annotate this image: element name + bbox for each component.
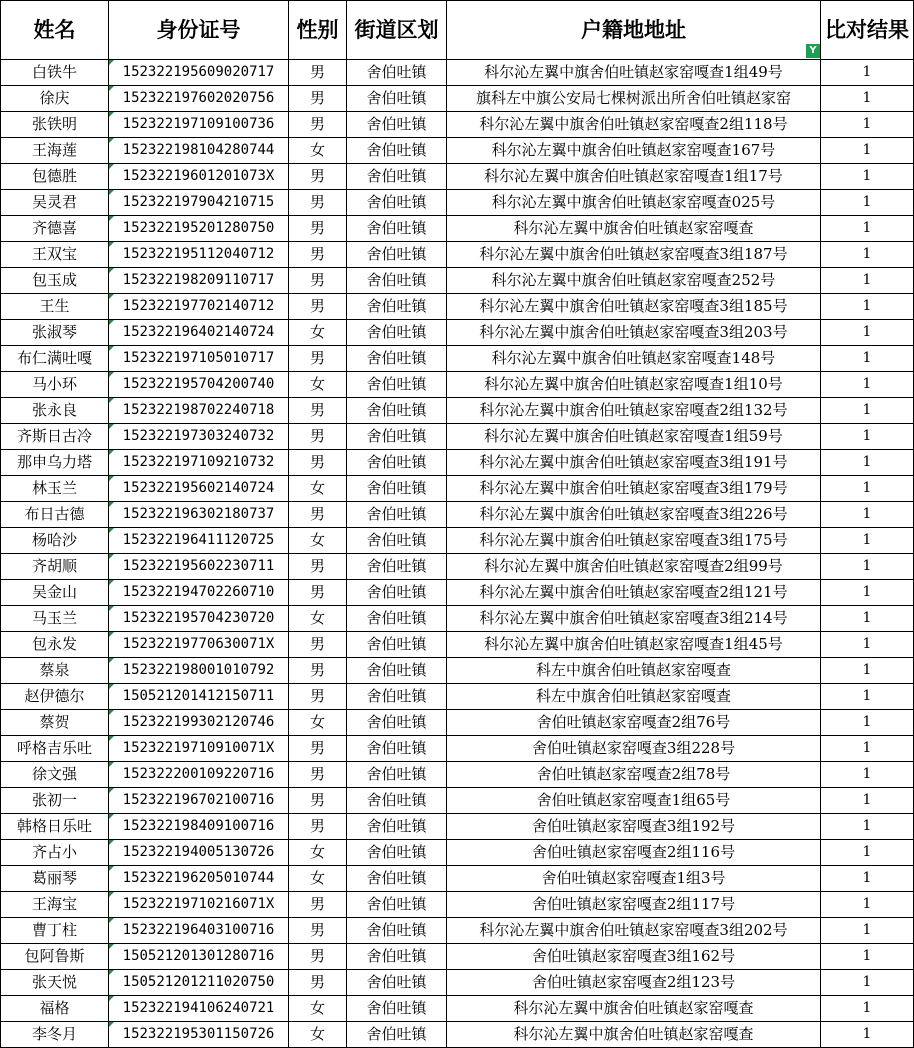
cell-address[interactable]: 科尔沁左翼中旗舍伯吐镇赵家窑嘎查2组118号 bbox=[447, 112, 821, 138]
cell-gender[interactable]: 男 bbox=[289, 112, 347, 138]
cell-district[interactable]: 舍伯吐镇 bbox=[347, 112, 447, 138]
cell-name[interactable]: 齐斯日古冷 bbox=[1, 424, 109, 450]
cell-result[interactable]: 1 bbox=[821, 554, 914, 580]
cell-id[interactable]: 152322196205010744 bbox=[109, 866, 289, 892]
cell-address[interactable]: 舍伯吐镇赵家窑嘎查2组117号 bbox=[447, 892, 821, 918]
table-row bbox=[1, 554, 914, 580]
header-district[interactable]: 街道区划 bbox=[347, 1, 447, 60]
cell-district[interactable]: 舍伯吐镇 bbox=[347, 86, 447, 112]
cell-name[interactable]: 葛丽琴 bbox=[1, 866, 109, 892]
table-row bbox=[1, 216, 914, 242]
cell-address[interactable]: 科尔沁左翼中旗舍伯吐镇赵家窑嘎查3组202号 bbox=[447, 918, 821, 944]
cell-id[interactable]: 152322197303240732 bbox=[109, 424, 289, 450]
cell-address[interactable]: 舍伯吐镇赵家窑嘎查1组65号 bbox=[447, 788, 821, 814]
cell-result[interactable]: 1 bbox=[821, 216, 914, 242]
cell-result[interactable]: 1 bbox=[821, 294, 914, 320]
cell-gender[interactable]: 男 bbox=[289, 190, 347, 216]
cell-name[interactable]: 李冬月 bbox=[1, 1022, 109, 1048]
cell-address[interactable]: 科尔沁左翼中旗舍伯吐镇赵家窑嘎查1组59号 bbox=[447, 424, 821, 450]
cell-result[interactable]: 1 bbox=[821, 918, 914, 944]
cell-result[interactable]: 1 bbox=[821, 372, 914, 398]
table-row bbox=[1, 398, 914, 424]
cell-id[interactable]: 152322195112040712 bbox=[109, 242, 289, 268]
cell-name[interactable]: 王海宝 bbox=[1, 892, 109, 918]
cell-address[interactable]: 旗科左中旗公安局七棵树派出所舍伯吐镇赵家窑 bbox=[447, 86, 821, 112]
cell-name[interactable]: 韩格日乐吐 bbox=[1, 814, 109, 840]
cell-id[interactable]: 152322197109100736 bbox=[109, 112, 289, 138]
cell-name[interactable]: 曹丁柱 bbox=[1, 918, 109, 944]
table-row bbox=[1, 346, 914, 372]
table-row bbox=[1, 996, 914, 1022]
cell-gender[interactable]: 女 bbox=[289, 528, 347, 554]
cell-name[interactable]: 吴金山 bbox=[1, 580, 109, 606]
cell-district[interactable]: 舍伯吐镇 bbox=[347, 268, 447, 294]
table-row bbox=[1, 294, 914, 320]
cell-result[interactable]: 1 bbox=[821, 138, 914, 164]
cell-district[interactable]: 舍伯吐镇 bbox=[347, 944, 447, 970]
cell-id[interactable]: 152322195704230720 bbox=[109, 606, 289, 632]
cell-id[interactable]: 152322198702240718 bbox=[109, 398, 289, 424]
cell-name[interactable]: 张天悦 bbox=[1, 970, 109, 996]
cell-name[interactable]: 林玉兰 bbox=[1, 476, 109, 502]
cell-result[interactable]: 1 bbox=[821, 164, 914, 190]
cell-id[interactable]: 150521201412150711 bbox=[109, 684, 289, 710]
cell-gender[interactable]: 男 bbox=[289, 268, 347, 294]
cell-gender[interactable]: 男 bbox=[289, 346, 347, 372]
table-row bbox=[1, 918, 914, 944]
table-row bbox=[1, 866, 914, 892]
cell-id[interactable]: 152322198001010792 bbox=[109, 658, 289, 684]
cell-district[interactable]: 舍伯吐镇 bbox=[347, 554, 447, 580]
cell-result[interactable]: 1 bbox=[821, 762, 914, 788]
cell-id[interactable]: 152322195602230711 bbox=[109, 554, 289, 580]
cell-gender[interactable]: 女 bbox=[289, 476, 347, 502]
table-row bbox=[1, 164, 914, 190]
cell-result[interactable]: 1 bbox=[821, 840, 914, 866]
cell-gender[interactable]: 女 bbox=[289, 710, 347, 736]
cell-name[interactable]: 王生 bbox=[1, 294, 109, 320]
cell-result[interactable]: 1 bbox=[821, 970, 914, 996]
table-row bbox=[1, 450, 914, 476]
cell-name[interactable]: 吴灵君 bbox=[1, 190, 109, 216]
cell-address[interactable]: 科尔沁左翼中旗舍伯吐镇赵家窑嘎查1组10号 bbox=[447, 372, 821, 398]
cell-gender[interactable]: 男 bbox=[289, 632, 347, 658]
cell-address[interactable]: 科尔沁左翼中旗舍伯吐镇赵家窑嘎查3组179号 bbox=[447, 476, 821, 502]
cell-district[interactable]: 舍伯吐镇 bbox=[347, 918, 447, 944]
cell-district[interactable]: 舍伯吐镇 bbox=[347, 424, 447, 450]
cell-address[interactable]: 科尔沁左翼中旗舍伯吐镇赵家窑嘎查3组214号 bbox=[447, 606, 821, 632]
table-row bbox=[1, 424, 914, 450]
cell-id[interactable]: 152322200109220716 bbox=[109, 762, 289, 788]
cell-address[interactable]: 科尔沁左翼中旗舍伯吐镇赵家窑嘎查025号 bbox=[447, 190, 821, 216]
cell-gender[interactable]: 男 bbox=[289, 60, 347, 86]
table-row bbox=[1, 814, 914, 840]
cell-address[interactable]: 科尔沁左翼中旗舍伯吐镇赵家窑嘎查3组203号 bbox=[447, 320, 821, 346]
cell-district[interactable]: 舍伯吐镇 bbox=[347, 294, 447, 320]
cell-gender[interactable]: 男 bbox=[289, 424, 347, 450]
cell-address[interactable]: 科尔沁左翼中旗舍伯吐镇赵家窑嘎查167号 bbox=[447, 138, 821, 164]
header-row bbox=[1, 1, 914, 60]
cell-result[interactable]: 1 bbox=[821, 580, 914, 606]
header-name[interactable]: 姓名 bbox=[1, 1, 109, 60]
table-row bbox=[1, 476, 914, 502]
cell-result[interactable]: 1 bbox=[821, 502, 914, 528]
cell-result[interactable]: 1 bbox=[821, 892, 914, 918]
cell-result[interactable]: 1 bbox=[821, 450, 914, 476]
cell-district[interactable]: 舍伯吐镇 bbox=[347, 814, 447, 840]
cell-id[interactable]: 152322195704200740 bbox=[109, 372, 289, 398]
table-row bbox=[1, 190, 914, 216]
cell-name[interactable]: 齐德喜 bbox=[1, 216, 109, 242]
table-body bbox=[1, 60, 914, 1048]
cell-name[interactable]: 白铁牛 bbox=[1, 60, 109, 86]
cell-id[interactable]: 152322197105010717 bbox=[109, 346, 289, 372]
cell-gender[interactable]: 男 bbox=[289, 450, 347, 476]
cell-district[interactable]: 舍伯吐镇 bbox=[347, 684, 447, 710]
cell-result[interactable]: 1 bbox=[821, 606, 914, 632]
cell-district[interactable]: 舍伯吐镇 bbox=[347, 164, 447, 190]
cell-id[interactable]: 15232219601201073X bbox=[109, 164, 289, 190]
table-row bbox=[1, 502, 914, 528]
cell-address[interactable]: 舍伯吐镇赵家窑嘎查3组192号 bbox=[447, 814, 821, 840]
cell-gender[interactable]: 女 bbox=[289, 138, 347, 164]
cell-district[interactable]: 舍伯吐镇 bbox=[347, 528, 447, 554]
cell-address[interactable]: 科尔沁左翼中旗舍伯吐镇赵家窑嘎查2组132号 bbox=[447, 398, 821, 424]
cell-id[interactable]: 150521201301280716 bbox=[109, 944, 289, 970]
cell-name[interactable]: 布仁满吐嘎 bbox=[1, 346, 109, 372]
cell-id[interactable]: 152322196411120725 bbox=[109, 528, 289, 554]
cell-district[interactable]: 舍伯吐镇 bbox=[347, 996, 447, 1022]
cell-address[interactable]: 科尔沁左翼中旗舍伯吐镇赵家窑嘎查 bbox=[447, 1022, 821, 1048]
cell-id[interactable]: 152322198409100716 bbox=[109, 814, 289, 840]
cell-id[interactable]: 15232219770630071X bbox=[109, 632, 289, 658]
table-row bbox=[1, 372, 914, 398]
cell-gender[interactable]: 男 bbox=[289, 216, 347, 242]
cell-id[interactable]: 152322196302180737 bbox=[109, 502, 289, 528]
cell-id[interactable]: 152322197904210715 bbox=[109, 190, 289, 216]
cell-name[interactable]: 齐胡顺 bbox=[1, 554, 109, 580]
cell-result[interactable]: 1 bbox=[821, 112, 914, 138]
table-row bbox=[1, 60, 914, 86]
cell-gender[interactable]: 男 bbox=[289, 684, 347, 710]
cell-district[interactable]: 舍伯吐镇 bbox=[347, 346, 447, 372]
cell-id[interactable]: 152322197109210732 bbox=[109, 450, 289, 476]
cell-name[interactable]: 包玉成 bbox=[1, 268, 109, 294]
cell-name[interactable]: 蔡泉 bbox=[1, 658, 109, 684]
cell-name[interactable]: 马玉兰 bbox=[1, 606, 109, 632]
cell-result[interactable]: 1 bbox=[821, 424, 914, 450]
cell-id[interactable]: 152322195301150726 bbox=[109, 1022, 289, 1048]
cell-address[interactable]: 舍伯吐镇赵家窑嘎查2组78号 bbox=[447, 762, 821, 788]
cell-name[interactable]: 包德胜 bbox=[1, 164, 109, 190]
header-result[interactable]: 比对结果 bbox=[821, 1, 914, 60]
cell-address[interactable]: 科尔沁左翼中旗舍伯吐镇赵家窑嘎查3组185号 bbox=[447, 294, 821, 320]
cell-address[interactable]: 科尔沁左翼中旗舍伯吐镇赵家窑嘎查3组226号 bbox=[447, 502, 821, 528]
cell-gender[interactable]: 女 bbox=[289, 372, 347, 398]
cell-result[interactable]: 1 bbox=[821, 788, 914, 814]
cell-id[interactable]: 15232219710910071X bbox=[109, 736, 289, 762]
cell-gender[interactable]: 男 bbox=[289, 554, 347, 580]
cell-name[interactable]: 徐文强 bbox=[1, 762, 109, 788]
cell-address[interactable]: 舍伯吐镇赵家窑嘎查3组228号 bbox=[447, 736, 821, 762]
cell-id[interactable]: 152322195201280750 bbox=[109, 216, 289, 242]
cell-name[interactable]: 张初一 bbox=[1, 788, 109, 814]
cell-district[interactable]: 舍伯吐镇 bbox=[347, 372, 447, 398]
cell-gender[interactable]: 男 bbox=[289, 918, 347, 944]
cell-gender[interactable]: 女 bbox=[289, 320, 347, 346]
cell-address[interactable]: 科尔沁左翼中旗舍伯吐镇赵家窑嘎查3组191号 bbox=[447, 450, 821, 476]
cell-id[interactable]: 152322194106240721 bbox=[109, 996, 289, 1022]
cell-district[interactable]: 舍伯吐镇 bbox=[347, 216, 447, 242]
cell-address[interactable]: 科左中旗舍伯吐镇赵家窑嘎查 bbox=[447, 658, 821, 684]
table-row bbox=[1, 1022, 914, 1048]
header-id[interactable]: 身份证号 bbox=[109, 1, 289, 60]
cell-name[interactable]: 王海莲 bbox=[1, 138, 109, 164]
cell-district[interactable]: 舍伯吐镇 bbox=[347, 840, 447, 866]
cell-gender[interactable]: 男 bbox=[289, 164, 347, 190]
cell-gender[interactable]: 女 bbox=[289, 996, 347, 1022]
cell-district[interactable]: 舍伯吐镇 bbox=[347, 632, 447, 658]
table-row bbox=[1, 112, 914, 138]
cell-result[interactable]: 1 bbox=[821, 996, 914, 1022]
table-row bbox=[1, 86, 914, 112]
cell-district[interactable]: 舍伯吐镇 bbox=[347, 398, 447, 424]
cell-gender[interactable]: 女 bbox=[289, 1022, 347, 1048]
cell-gender[interactable]: 男 bbox=[289, 970, 347, 996]
cell-address[interactable]: 舍伯吐镇赵家窑嘎查2组116号 bbox=[447, 840, 821, 866]
cell-gender[interactable]: 男 bbox=[289, 658, 347, 684]
cell-district[interactable]: 舍伯吐镇 bbox=[347, 450, 447, 476]
cell-result[interactable]: 1 bbox=[821, 346, 914, 372]
cell-name[interactable]: 张淑琴 bbox=[1, 320, 109, 346]
table-row bbox=[1, 658, 914, 684]
table-row bbox=[1, 710, 914, 736]
cell-result[interactable]: 1 bbox=[821, 632, 914, 658]
table-row bbox=[1, 840, 914, 866]
cell-id[interactable]: 152322197702140712 bbox=[109, 294, 289, 320]
table-row bbox=[1, 762, 914, 788]
cell-gender[interactable]: 男 bbox=[289, 86, 347, 112]
cell-gender[interactable]: 男 bbox=[289, 580, 347, 606]
cell-address[interactable]: 科尔沁左翼中旗舍伯吐镇赵家窑嘎查1组49号 bbox=[447, 60, 821, 86]
table-row bbox=[1, 632, 914, 658]
cell-address[interactable]: 科尔沁左翼中旗舍伯吐镇赵家窑嘎查1组45号 bbox=[447, 632, 821, 658]
cell-district[interactable]: 舍伯吐镇 bbox=[347, 866, 447, 892]
cell-gender[interactable]: 男 bbox=[289, 892, 347, 918]
cell-gender[interactable]: 男 bbox=[289, 814, 347, 840]
table-row bbox=[1, 242, 914, 268]
cell-name[interactable]: 王双宝 bbox=[1, 242, 109, 268]
cell-address[interactable]: 科尔沁左翼中旗舍伯吐镇赵家窑嘎查252号 bbox=[447, 268, 821, 294]
cell-id[interactable]: 152322195602140724 bbox=[109, 476, 289, 502]
table-row bbox=[1, 684, 914, 710]
cell-name[interactable]: 马小环 bbox=[1, 372, 109, 398]
table-row bbox=[1, 944, 914, 970]
cell-address[interactable]: 舍伯吐镇赵家窑嘎查2组76号 bbox=[447, 710, 821, 736]
cell-address[interactable]: 科尔沁左翼中旗舍伯吐镇赵家窑嘎查2组121号 bbox=[447, 580, 821, 606]
cell-id[interactable]: 15232219710216071X bbox=[109, 892, 289, 918]
cell-name[interactable]: 包永发 bbox=[1, 632, 109, 658]
cell-district[interactable]: 舍伯吐镇 bbox=[347, 60, 447, 86]
table-row bbox=[1, 970, 914, 996]
cell-name[interactable]: 那申乌力塔 bbox=[1, 450, 109, 476]
cell-id[interactable]: 152322197602020756 bbox=[109, 86, 289, 112]
cell-address[interactable]: 科尔沁左翼中旗舍伯吐镇赵家窑嘎查3组187号 bbox=[447, 242, 821, 268]
cell-result[interactable]: 1 bbox=[821, 684, 914, 710]
cell-result[interactable]: 1 bbox=[821, 242, 914, 268]
cell-result[interactable]: 1 bbox=[821, 814, 914, 840]
cell-id[interactable]: 152322194005130726 bbox=[109, 840, 289, 866]
table-row bbox=[1, 320, 914, 346]
cell-address[interactable]: 舍伯吐镇赵家窑嘎查1组3号 bbox=[447, 866, 821, 892]
cell-name[interactable]: 布日古德 bbox=[1, 502, 109, 528]
cell-result[interactable]: 1 bbox=[821, 528, 914, 554]
cell-gender[interactable]: 男 bbox=[289, 762, 347, 788]
cell-gender[interactable]: 女 bbox=[289, 606, 347, 632]
cell-district[interactable]: 舍伯吐镇 bbox=[347, 970, 447, 996]
cell-id[interactable]: 152322199302120746 bbox=[109, 710, 289, 736]
cell-name[interactable]: 赵伊德尔 bbox=[1, 684, 109, 710]
cell-district[interactable]: 舍伯吐镇 bbox=[347, 762, 447, 788]
cell-id[interactable]: 152322198104280744 bbox=[109, 138, 289, 164]
cell-id[interactable]: 152322196702100716 bbox=[109, 788, 289, 814]
filter-icon[interactable]: Y bbox=[806, 44, 820, 58]
table-row bbox=[1, 606, 914, 632]
cell-result[interactable]: 1 bbox=[821, 60, 914, 86]
cell-id[interactable]: 152322196402140724 bbox=[109, 320, 289, 346]
cell-district[interactable]: 舍伯吐镇 bbox=[347, 658, 447, 684]
cell-address[interactable]: 舍伯吐镇赵家窑嘎查3组162号 bbox=[447, 944, 821, 970]
cell-name[interactable]: 张永良 bbox=[1, 398, 109, 424]
cell-result[interactable]: 1 bbox=[821, 86, 914, 112]
cell-address[interactable]: 科尔沁左翼中旗舍伯吐镇赵家窑嘎查 bbox=[447, 216, 821, 242]
cell-district[interactable]: 舍伯吐镇 bbox=[347, 320, 447, 346]
header-address-label: 户籍地地址 bbox=[581, 18, 686, 42]
cell-name[interactable]: 呼格吉乐吐 bbox=[1, 736, 109, 762]
cell-gender[interactable]: 男 bbox=[289, 242, 347, 268]
cell-district[interactable]: 舍伯吐镇 bbox=[347, 606, 447, 632]
table-row bbox=[1, 580, 914, 606]
cell-gender[interactable]: 女 bbox=[289, 866, 347, 892]
cell-district[interactable]: 舍伯吐镇 bbox=[347, 736, 447, 762]
table-row bbox=[1, 528, 914, 554]
cell-name[interactable]: 张铁明 bbox=[1, 112, 109, 138]
table-row bbox=[1, 268, 914, 294]
cell-district[interactable]: 舍伯吐镇 bbox=[347, 138, 447, 164]
cell-result[interactable]: 1 bbox=[821, 398, 914, 424]
cell-address[interactable]: 舍伯吐镇赵家窑嘎查2组123号 bbox=[447, 970, 821, 996]
cell-result[interactable]: 1 bbox=[821, 268, 914, 294]
cell-district[interactable]: 舍伯吐镇 bbox=[347, 242, 447, 268]
cell-gender[interactable]: 女 bbox=[289, 840, 347, 866]
cell-address[interactable]: 科尔沁左翼中旗舍伯吐镇赵家窑嘎查2组99号 bbox=[447, 554, 821, 580]
cell-result[interactable]: 1 bbox=[821, 476, 914, 502]
cell-result[interactable]: 1 bbox=[821, 866, 914, 892]
cell-district[interactable]: 舍伯吐镇 bbox=[347, 1022, 447, 1048]
cell-district[interactable]: 舍伯吐镇 bbox=[347, 710, 447, 736]
cell-result[interactable]: 1 bbox=[821, 658, 914, 684]
cell-gender[interactable]: 男 bbox=[289, 788, 347, 814]
cell-name[interactable]: 齐占小 bbox=[1, 840, 109, 866]
cell-gender[interactable]: 男 bbox=[289, 502, 347, 528]
header-gender[interactable]: 性别 bbox=[289, 1, 347, 60]
cell-id[interactable]: 152322195609020717 bbox=[109, 60, 289, 86]
cell-gender[interactable]: 男 bbox=[289, 944, 347, 970]
cell-gender[interactable]: 男 bbox=[289, 736, 347, 762]
cell-district[interactable]: 舍伯吐镇 bbox=[347, 502, 447, 528]
cell-result[interactable]: 1 bbox=[821, 944, 914, 970]
cell-district[interactable]: 舍伯吐镇 bbox=[347, 788, 447, 814]
cell-gender[interactable]: 男 bbox=[289, 398, 347, 424]
cell-district[interactable]: 舍伯吐镇 bbox=[347, 580, 447, 606]
cell-id[interactable]: 152322196403100716 bbox=[109, 918, 289, 944]
header-address[interactable] bbox=[447, 1, 821, 60]
cell-address[interactable]: 科尔沁左翼中旗舍伯吐镇赵家窑嘎查1组17号 bbox=[447, 164, 821, 190]
cell-district[interactable]: 舍伯吐镇 bbox=[347, 476, 447, 502]
cell-name[interactable]: 杨哈沙 bbox=[1, 528, 109, 554]
cell-name[interactable]: 徐庆 bbox=[1, 86, 109, 112]
cell-result[interactable]: 1 bbox=[821, 190, 914, 216]
cell-address[interactable]: 科左中旗舍伯吐镇赵家窑嘎查 bbox=[447, 684, 821, 710]
cell-address[interactable]: 科尔沁左翼中旗舍伯吐镇赵家窑嘎查3组175号 bbox=[447, 528, 821, 554]
cell-district[interactable]: 舍伯吐镇 bbox=[347, 892, 447, 918]
cell-id[interactable]: 152322194702260710 bbox=[109, 580, 289, 606]
cell-district[interactable]: 舍伯吐镇 bbox=[347, 190, 447, 216]
cell-name[interactable]: 包阿鲁斯 bbox=[1, 944, 109, 970]
cell-id[interactable]: 152322198209110717 bbox=[109, 268, 289, 294]
cell-result[interactable]: 1 bbox=[821, 1022, 914, 1048]
table-row bbox=[1, 788, 914, 814]
table-row bbox=[1, 736, 914, 762]
cell-result[interactable]: 1 bbox=[821, 320, 914, 346]
cell-name[interactable]: 福格 bbox=[1, 996, 109, 1022]
cell-result[interactable]: 1 bbox=[821, 736, 914, 762]
cell-address[interactable]: 科尔沁左翼中旗舍伯吐镇赵家窑嘎查 bbox=[447, 996, 821, 1022]
cell-result[interactable]: 1 bbox=[821, 710, 914, 736]
cell-address[interactable]: 科尔沁左翼中旗舍伯吐镇赵家窑嘎查148号 bbox=[447, 346, 821, 372]
table-row bbox=[1, 138, 914, 164]
table-row bbox=[1, 892, 914, 918]
cell-id[interactable]: 150521201211020750 bbox=[109, 970, 289, 996]
cell-name[interactable]: 蔡贺 bbox=[1, 710, 109, 736]
cell-gender[interactable]: 男 bbox=[289, 294, 347, 320]
